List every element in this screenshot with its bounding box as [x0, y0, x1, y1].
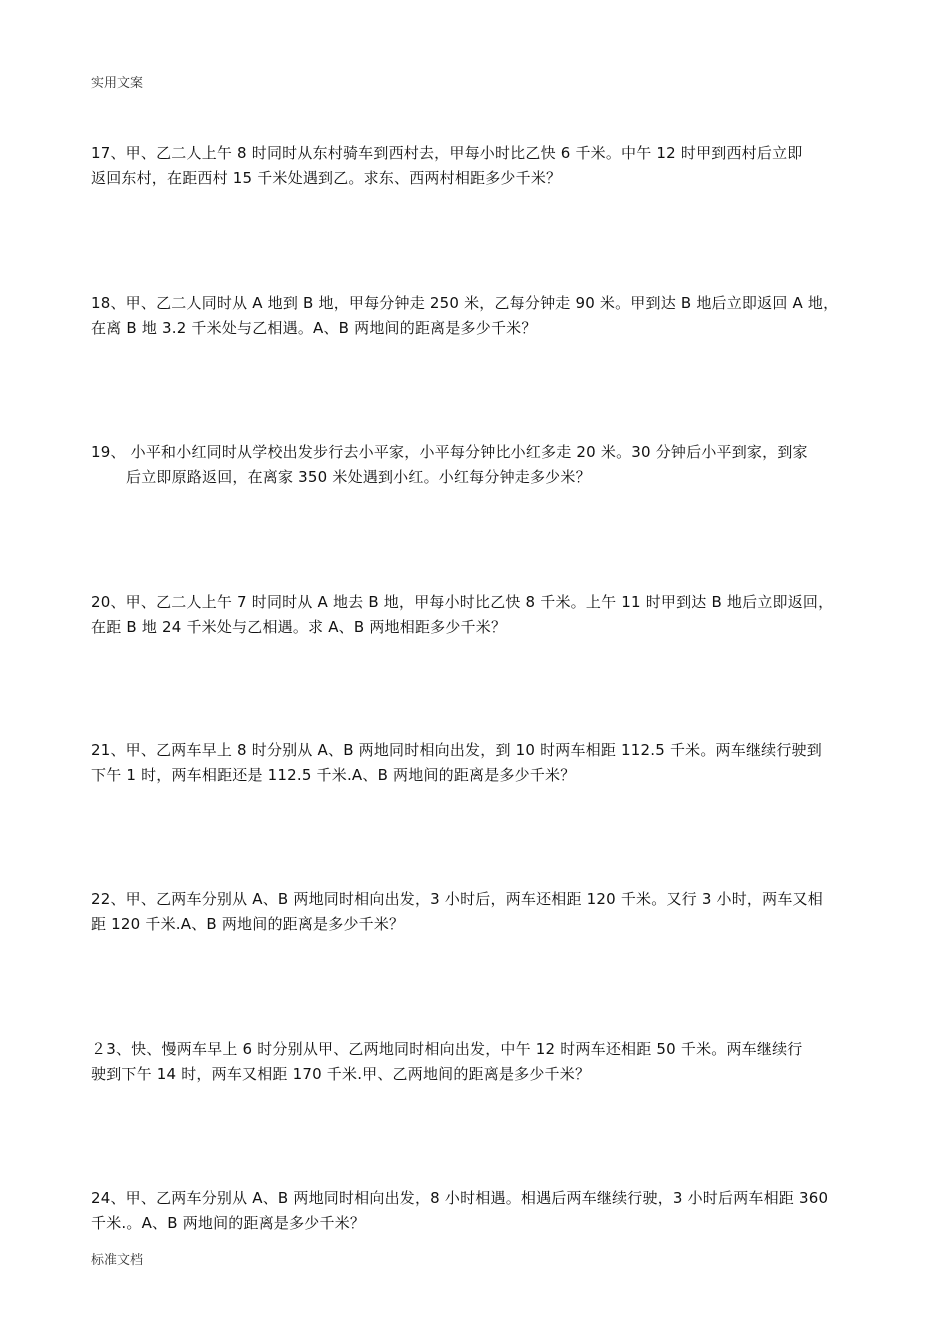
question-line: 24、甲、乙两车分别从 A、B 两地同时相向出发，8 小时相遇。相遇后两车继续行驶，3 小时后两车相距 360 — [91, 1189, 829, 1207]
question-line: 在离 B 地 3.2 千米处与乙相遇。A、B 两地间的距离是多少千米？ — [91, 319, 537, 337]
question-line: 21、甲、乙两车早上 8 时分别从 A、B 两地同时相向出发，到 10 时两车相距 112.5 千米。两车继续行驶到 — [91, 741, 822, 759]
question-23 — [91, 1037, 863, 1087]
question-line: 下午 1 时，两车相距还是 112.5 千米.A、B 两地间的距离是多少千米？ — [91, 766, 576, 784]
question-line: 22、甲、乙两车分别从 A、B 两地同时相向出发，3 小时后，两车还相距 120 千米。又行 3 小时，两车又相 — [91, 890, 823, 908]
question-line: 在距 B 地 24 千米处与乙相遇。求 A、B 两地相距多少千米？ — [91, 618, 507, 636]
question-17 — [91, 141, 863, 191]
question-line: 17、甲、乙二人上午 8 时同时从东村骑车到西村去，甲每小时比乙快 6 千米。中午 12 时甲到西村后立即 — [91, 144, 803, 162]
question-18 — [91, 291, 863, 341]
question-line: 距 120 千米.A、B 两地间的距离是多少千米？ — [91, 915, 405, 933]
question-line: 19、 小平和小红同时从学校出发步行去小平家，小平每分钟比小红多走 20 米。30 分钟后小平到家，到家 — [91, 443, 808, 461]
question-line: ２3、快、慢两车早上 6 时分别从甲、乙两地同时相向出发，中午 12 时两车还相距 50 千米。两车继续行 — [91, 1040, 803, 1058]
question-19 — [91, 440, 863, 490]
question-line: 18、甲、乙二人同时从 A 地到 B 地，甲每分钟走 250 米，乙每分钟走 90 米。甲到达 B 地后立即返回 A 地， — [91, 294, 839, 312]
question-line: 20、甲、乙二人上午 7 时同时从 A 地去 B 地，甲每小时比乙快 8 千米。上午 11 时甲到达 B 地后立即返回， — [91, 593, 834, 611]
question-line: 驶到下午 14 时，两车又相距 170 千米.甲、乙两地间的距离是多少千米？ — [91, 1065, 591, 1083]
page-footer: 标准文档 — [91, 1253, 144, 1268]
question-line: 返回东村，在距西村 15 千米处遇到乙。求东、西两村相距多少千米？ — [91, 169, 562, 187]
question-line: 千米.。A、B 两地间的距离是多少千米？ — [91, 1214, 366, 1232]
question-22 — [91, 887, 863, 937]
question-line: 后立即原路返回，在离家 350 米处遇到小红。小红每分钟走多少米？ — [126, 468, 591, 486]
page-header: 实用文案 — [91, 76, 144, 91]
question-20 — [91, 590, 863, 640]
question-24 — [91, 1186, 863, 1236]
question-21 — [91, 738, 863, 788]
